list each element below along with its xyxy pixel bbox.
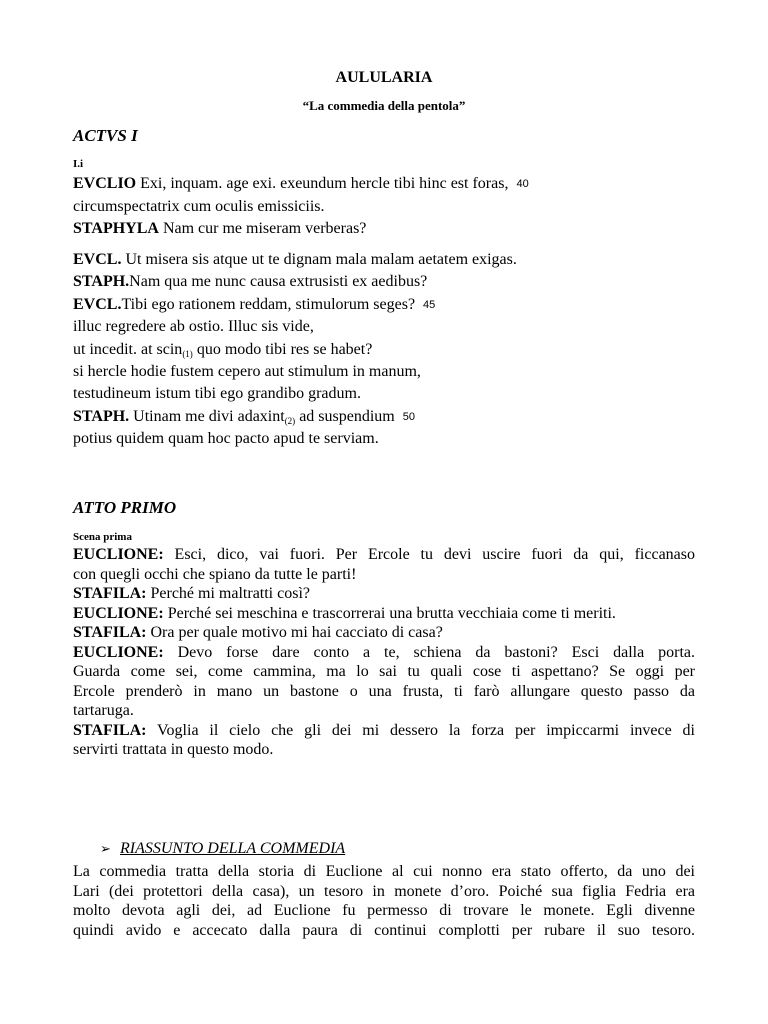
summary-paragraph bbox=[73, 862, 695, 940]
verse-text: si hercle hodie fustem cepero aut stimulum in manum, bbox=[73, 363, 421, 380]
verse-text: quo modo tibi res se habet? bbox=[192, 341, 373, 358]
dialogue-text: Devo forse dare conto a te, schiena da bastoni? Esci dalla porta. bbox=[163, 643, 695, 661]
latin-verse-line bbox=[73, 220, 366, 238]
dialogue-text: Ercole prenderò in mano un bastone o una frusta, ti farò allungare questo passo da bbox=[73, 682, 695, 700]
verse-text: ad suspendium bbox=[295, 408, 395, 425]
verse-text: Nam cur me miseram verberas? bbox=[158, 220, 367, 237]
verse-text: potius quidem quam hoc pacto apud te serviam. bbox=[73, 430, 379, 447]
speaker-name: STAFILA: bbox=[73, 721, 147, 739]
summary-heading-text: RIASSUNTO DELLA COMMEDIA bbox=[120, 840, 346, 857]
document-subtitle: “La commedia della pentola” bbox=[302, 98, 466, 113]
speaker-name: STAPH. bbox=[73, 408, 130, 425]
speaker-name: STAFILA: bbox=[73, 624, 147, 641]
dialogue-line bbox=[73, 662, 695, 682]
arrow-bullet-icon: ➢ bbox=[100, 841, 111, 856]
footnote-reference: (1) bbox=[182, 349, 193, 359]
dialogue-line bbox=[73, 545, 695, 565]
summary-heading bbox=[100, 840, 345, 858]
speaker-name: EVCL. bbox=[73, 251, 122, 268]
verse-text: illuc regredere ab ostio. Illuc sis vide, bbox=[73, 318, 314, 335]
speaker-name: STAFILA: bbox=[73, 585, 147, 602]
verse-line-number: 40 bbox=[516, 178, 529, 190]
latin-verse-line bbox=[73, 385, 361, 403]
latin-verse-line bbox=[73, 318, 314, 336]
dialogue-line bbox=[73, 623, 695, 643]
latin-verse-line bbox=[73, 408, 415, 426]
speaker-name: EUCLIONE: bbox=[73, 643, 164, 661]
verse-line-number: 50 bbox=[402, 411, 415, 423]
dialogue-line bbox=[73, 740, 695, 760]
dialogue-line bbox=[73, 701, 695, 721]
latin-verse-line bbox=[73, 175, 529, 193]
latin-verse-line bbox=[73, 251, 517, 269]
latin-verse-line bbox=[73, 296, 435, 314]
verse-text: circumspectatrix cum oculis emissiciis. bbox=[73, 198, 325, 215]
dialogue-line bbox=[73, 643, 695, 663]
dialogue-line bbox=[73, 565, 695, 585]
dialogue-text: Ora per quale motivo mi hai cacciato di casa? bbox=[146, 624, 443, 641]
dialogue-line bbox=[73, 721, 695, 741]
latin-verse-line bbox=[73, 363, 421, 381]
dialogue-text: Guarda come sei, come cammina, ma lo sai tu quali cose ti aspettano? Se oggi per bbox=[73, 663, 695, 680]
verse-line-number: 45 bbox=[423, 299, 436, 311]
dialogue-line bbox=[73, 584, 695, 604]
speaker-name: EUCLIONE: bbox=[73, 546, 164, 563]
summary-line: molto devota agli dei, ad Euclione fu permesso di trovare le monete. Egli divenne bbox=[73, 902, 695, 919]
dialogue-text: Perché mi maltratti così? bbox=[146, 585, 310, 602]
latin-scene-label: I.i bbox=[73, 158, 84, 170]
latin-verse-line bbox=[73, 198, 325, 216]
dialogue-line bbox=[73, 604, 695, 624]
latin-verse-line bbox=[73, 341, 372, 359]
dialogue-text: tartaruga. bbox=[73, 702, 134, 719]
dialogue-text: servirti trattata in questo modo. bbox=[73, 741, 274, 758]
speaker-name: EVCLIO bbox=[73, 175, 137, 192]
verse-text: Ut misera sis atque ut te dignam mala malam aetatem exigas. bbox=[121, 251, 517, 268]
verse-text: ut incedit. at scin bbox=[73, 341, 183, 358]
speaker-name: STAPH. bbox=[73, 273, 130, 290]
verse-text: Nam qua me nunc causa extrusisti ex aedibus? bbox=[129, 273, 428, 290]
dialogue-line bbox=[73, 682, 695, 702]
speaker-name: STAPHYLA bbox=[73, 220, 159, 237]
verse-text: Tibi ego rationem reddam, stimulorum seges? bbox=[121, 296, 416, 313]
summary-line: quindi avido e accecato dalla paura di continui complotti per rubare il suo tesoro. bbox=[73, 921, 695, 939]
italian-act-heading: ATTO PRIMO bbox=[73, 498, 177, 517]
summary-line: Lari (dei protettori della casa), un tesoro in monete d’oro. Poiché sua figlia Fedria era bbox=[73, 882, 695, 900]
dialogue-text: con quegli occhi che spiano da tutte le parti! bbox=[73, 565, 357, 583]
latin-verse-line bbox=[73, 430, 379, 448]
verse-text: testudineum istum tibi ego grandibo gradum. bbox=[73, 385, 361, 402]
speaker-name: EUCLIONE: bbox=[73, 604, 164, 622]
document-title: AULULARIA bbox=[335, 69, 433, 86]
footnote-reference: (2) bbox=[284, 416, 296, 426]
speaker-name: EVCL. bbox=[73, 296, 122, 313]
latin-act-heading: ACTVS I bbox=[73, 126, 138, 145]
verse-text: Exi, inquam. age exi. exeundum hercle tibi hinc est foras, bbox=[136, 175, 509, 192]
dialogue-text: Voglia il cielo che gli dei mi dessero la forza per impiccarmi invece di bbox=[146, 721, 695, 739]
verse-text: Utinam me divi adaxint bbox=[129, 408, 285, 425]
latin-verse-line bbox=[73, 273, 427, 291]
italian-scene-label: Scena prima bbox=[73, 531, 132, 543]
dialogue-text: Perché sei meschina e trascorrerai una brutta vecchiaia come ti meriti. bbox=[163, 604, 616, 622]
summary-line: La commedia tratta della storia di Euclione al cui nonno era stato offerto, da uno dei bbox=[73, 863, 695, 880]
dialogue-text: Esci, dico, vai fuori. Per Ercole tu devi uscire fuori da qui, ficcanaso bbox=[163, 546, 695, 563]
italian-dialogue bbox=[73, 545, 695, 760]
